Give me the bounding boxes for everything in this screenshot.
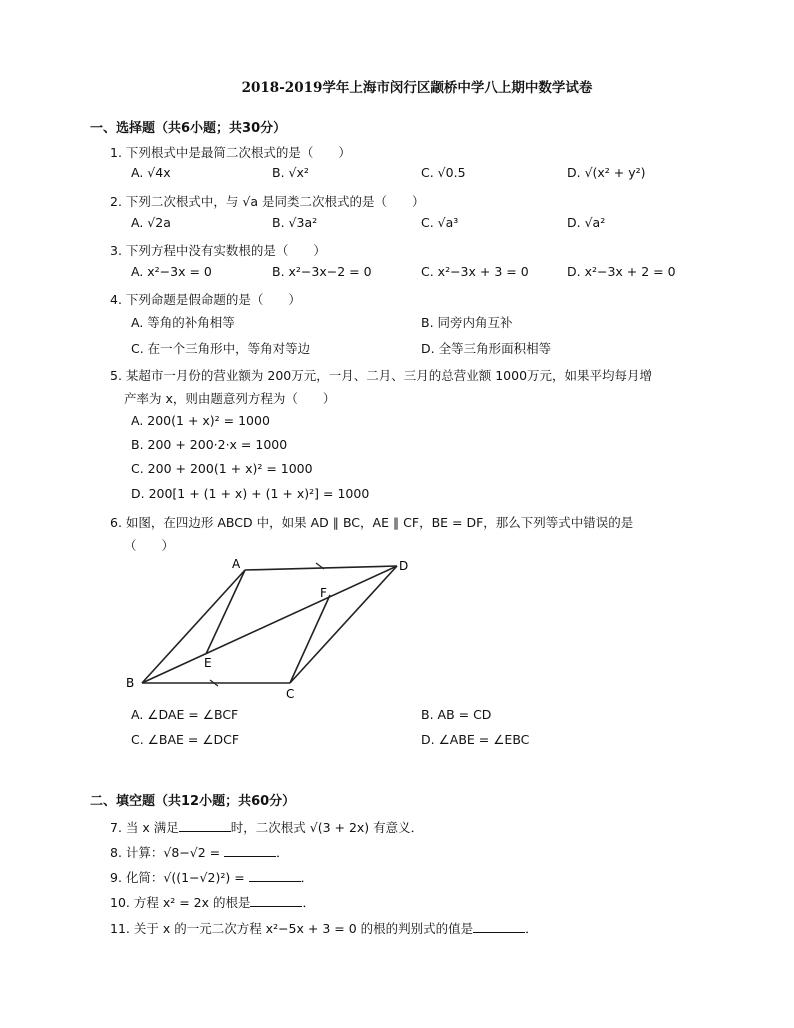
question-2-stem: 2. 下列二次根式中，与 √a 是同类二次根式的是（ ） (110, 194, 425, 209)
question-3-stem: 3. 下列方程中没有实数根的是（ ） (110, 243, 326, 258)
question-1-option-b: B. √x² (272, 165, 309, 180)
question-3-option-a: A. x²−3x = 0 (131, 264, 212, 279)
diagonal-bd (142, 566, 397, 683)
page-title: 2018-2019学年上海市闵行区颛桥中学八上期中数学试卷 (241, 80, 593, 96)
question-5-option-a: A. 200(1 + x)² = 1000 (131, 413, 270, 428)
question-7-blank[interactable] (179, 819, 231, 832)
question-6-option-c: C. ∠BAE = ∠DCF (131, 732, 240, 747)
question-11-suffix: ． (525, 921, 538, 936)
question-4-option-c: C. 在一个三角形中，等角对等边 (131, 341, 311, 356)
question-10-blank[interactable] (250, 894, 302, 907)
question-4-stem: 4. 下列命题是假命题的是（ ） (110, 292, 301, 307)
question-1-stem: 1. 下列根式中是最简二次根式的是（ ） (110, 145, 351, 160)
question-4-option-a: A. 等角的补角相等 (131, 315, 235, 330)
question-8-suffix: ． (276, 845, 289, 860)
section-heading-fill-in: 二、填空题（共12小题；共60分） (90, 794, 296, 809)
question-9 (110, 868, 313, 886)
question-8-prefix: 8. 计算：√8−√2 = (110, 845, 221, 860)
label-d: D (399, 559, 409, 573)
question-10 (110, 893, 315, 911)
question-7-suffix: 时，二次根式 √(3 + 2x) 有意义． (230, 820, 424, 835)
question-5-option-b: B. 200 + 200·2·x = 1000 (131, 437, 288, 452)
segment-cf (290, 595, 330, 683)
question-8 (110, 843, 289, 861)
question-2-option-c: C. √a³ (421, 215, 459, 230)
question-11-prefix: 11. 关于 x 的一元二次方程 x²−5x + 3 = 0 的根的判别式的值是 (110, 921, 474, 936)
label-a: A (232, 557, 241, 571)
question-6-option-b: B. AB = CD (421, 707, 492, 722)
question-3-option-d: D. x²−3x + 2 = 0 (567, 264, 676, 279)
question-6-stem-line-2: （ ） (124, 538, 175, 553)
question-9-prefix: 9. 化简：√((1−√2)²) = (110, 870, 245, 885)
quadrilateral-figure (120, 555, 420, 700)
question-5-stem-line-2: 产率为 x，则由题意列方程为（ ） (124, 391, 336, 406)
question-8-blank[interactable] (224, 844, 276, 857)
question-11 (110, 919, 538, 937)
question-5-option-c: C. 200 + 200(1 + x)² = 1000 (131, 461, 313, 476)
question-1-option-c: C. √0.5 (421, 165, 466, 180)
question-10-suffix: ． (302, 895, 315, 910)
question-6-option-a: A. ∠DAE = ∠BCF (131, 707, 239, 722)
label-e: E (204, 656, 212, 670)
label-c: C (286, 687, 295, 700)
segment-ae (206, 570, 245, 654)
label-f: F (320, 586, 327, 600)
segment-cd (290, 566, 397, 683)
segment-ab (142, 570, 245, 683)
question-2-option-d: D. √a² (567, 215, 606, 230)
question-1-option-d: D. √(x² + y²) (567, 165, 646, 180)
question-3-option-c: C. x²−3x + 3 = 0 (421, 264, 529, 279)
question-5-stem-line-1: 5. 某超市一月份的营业额为 200万元，一月、二月、三月的总营业额 1000万元，如果平均每月增 (110, 368, 653, 383)
question-2-option-a: A. √2a (131, 215, 171, 230)
question-9-blank[interactable] (249, 869, 301, 882)
question-4-option-b: B. 同旁内角互补 (421, 315, 513, 330)
section-heading-choice: 一、选择题（共6小题；共30分） (90, 121, 287, 136)
question-5-option-d: D. 200[1 + (1 + x) + (1 + x)²] = 1000 (131, 486, 370, 501)
question-7 (110, 818, 423, 836)
question-6-stem-line-1: 6. 如图，在四边形 ABCD 中，如果 AD ∥ BC，AE ∥ CF，BE = DF，那么下列等式中错误的是 (110, 515, 634, 530)
question-11-blank[interactable] (473, 920, 525, 933)
question-9-suffix: ． (300, 870, 314, 885)
question-4-option-d: D. 全等三角形面积相等 (421, 341, 552, 356)
question-3-option-b: B. x²−3x−2 = 0 (272, 264, 372, 279)
question-10-prefix: 10. 方程 x² = 2x 的根是 (110, 895, 251, 910)
question-2-option-b: B. √3a² (272, 215, 318, 230)
question-1-option-a: A. √4x (131, 165, 171, 180)
question-7-prefix: 7. 当 x 满足 (110, 820, 179, 835)
label-b: B (126, 676, 135, 690)
question-6-option-d: D. ∠ABE = ∠EBC (421, 732, 530, 747)
